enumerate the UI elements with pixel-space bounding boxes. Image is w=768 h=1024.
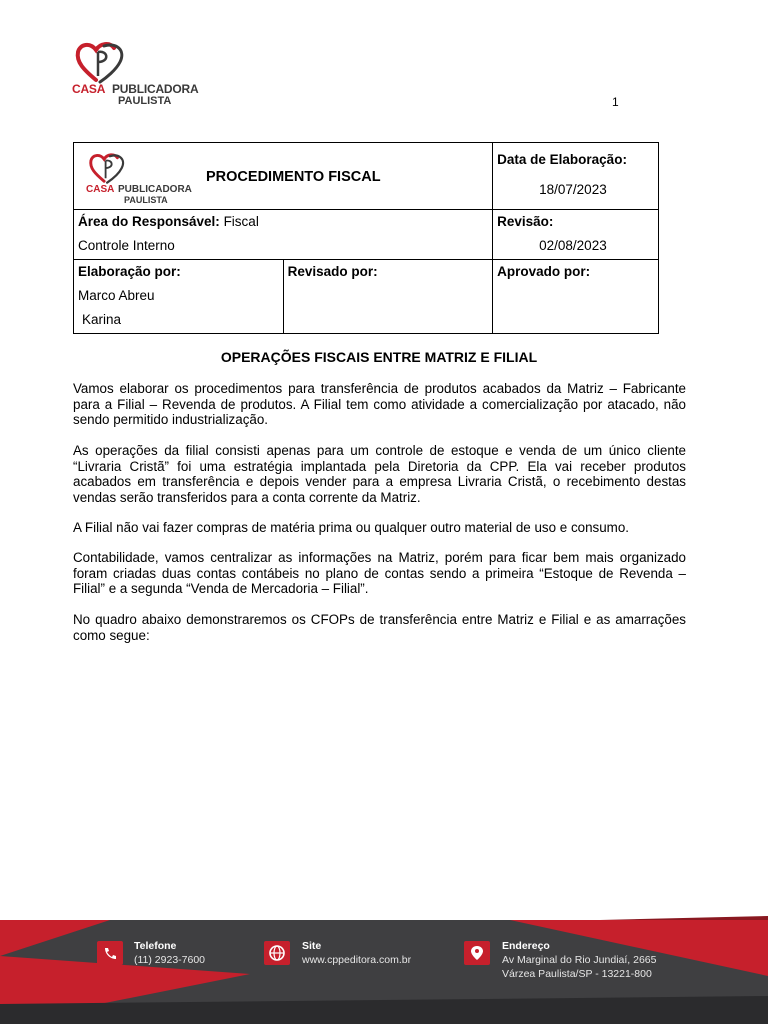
- table-logo: [86, 151, 192, 207]
- procedure-header-table: [73, 142, 659, 334]
- paragraph: No quadro abaixo demonstraremos os CFOPs de transferência entre Matriz e Filial e as amarrações como segue:: [73, 612, 686, 643]
- site-label: Site: [302, 940, 322, 952]
- elaborated-name-2: Karina: [82, 312, 122, 327]
- elaborated-cell: [74, 260, 284, 334]
- paragraph: Vamos elaborar os procedimentos para transferência de produtos acabados da Matriz – Fabricante para a Filial – Revenda de produtos. A Filial tem como atividade a comercialização por atacado, não sendo permitido industrialização.: [73, 381, 686, 428]
- company-logo: [72, 40, 199, 112]
- location-pin-icon: [464, 941, 490, 965]
- globe-icon: [264, 941, 290, 965]
- area-cell: [74, 210, 493, 260]
- revision-label: Revisão:: [497, 214, 554, 229]
- section-title: OPERAÇÕES FISCAIS ENTRE MATRIZ E FILIAL: [220, 349, 538, 365]
- address-line-1: Av Marginal do Rio Jundiaí, 2665: [502, 954, 657, 966]
- page-number: 1: [612, 95, 619, 109]
- area-value: Fiscal: [223, 214, 259, 229]
- logo-small-publicadora-text: PUBLICADORA: [118, 184, 192, 195]
- footer-banner: [0, 916, 768, 1024]
- date-cell: [493, 143, 659, 210]
- elaborated-label: Elaboração por:: [78, 264, 181, 279]
- heart-logo-icon: [74, 40, 134, 84]
- paragraph: As operações da filial consisti apenas para um controle de estoque e venda de um único cliente “Livraria Cristã” foi uma estratégia implantada pela Diretoria da CPP. Ela vai receber produtos acabados em transferência e depois vender para a empresa Livraria Cristã, o recebimento destas vendas serão transferidos para a conta corrente da Matriz.: [73, 443, 686, 505]
- footer-background: [0, 916, 768, 1024]
- logo-small-casa-text: CASA: [86, 184, 115, 195]
- reviewed-label: Revisado por:: [287, 264, 378, 279]
- reviewed-cell: [283, 260, 493, 334]
- paragraph: Contabilidade, vamos centralizar as informações na Matriz, porém para ficar bem mais organizado foram criadas duas contas contábeis no plano de contas sendo a primeira “Estoque de Revenda – Filial” e a segunda “Venda de Mercadoria – Filial”.: [73, 550, 686, 597]
- date-value: 18/07/2023: [539, 182, 607, 197]
- phone-value: (11) 2923-7600: [134, 954, 206, 966]
- date-label: Data de Elaboração:: [497, 152, 627, 167]
- area-line-2: Controle Interno: [78, 238, 175, 253]
- address-label: Endereço: [502, 940, 550, 952]
- logo-small-paulista-text: PAULISTA: [124, 195, 168, 205]
- paragraph: A Filial não vai fazer compras de matéria prima ou qualquer outro material de uso e consumo.: [73, 520, 629, 535]
- elaborated-name-1: Marco Abreu: [78, 288, 155, 303]
- approved-label: Aprovado por:: [497, 264, 591, 279]
- phone-icon: [97, 941, 123, 965]
- title-cell: [74, 143, 493, 210]
- procedure-title: PROCEDIMENTO FISCAL: [206, 169, 381, 185]
- phone-label: Telefone: [134, 940, 177, 952]
- area-label: Área do Responsável:: [78, 214, 220, 229]
- logo-casa-text: CASA: [72, 82, 106, 96]
- logo-publicadora-text: PUBLICADORA: [112, 82, 199, 96]
- heart-logo-small-icon: [88, 151, 132, 185]
- area-line: [78, 210, 488, 234]
- approved-cell: [493, 260, 659, 334]
- site-link[interactable]: www.cppeditora.com.br: [302, 954, 412, 966]
- logo-paulista-text: PAULISTA: [118, 95, 172, 107]
- revision-cell: [493, 210, 659, 260]
- address-line-2: Várzea Paulista/SP - 13221-800: [502, 968, 652, 980]
- revision-value: 02/08/2023: [539, 238, 607, 253]
